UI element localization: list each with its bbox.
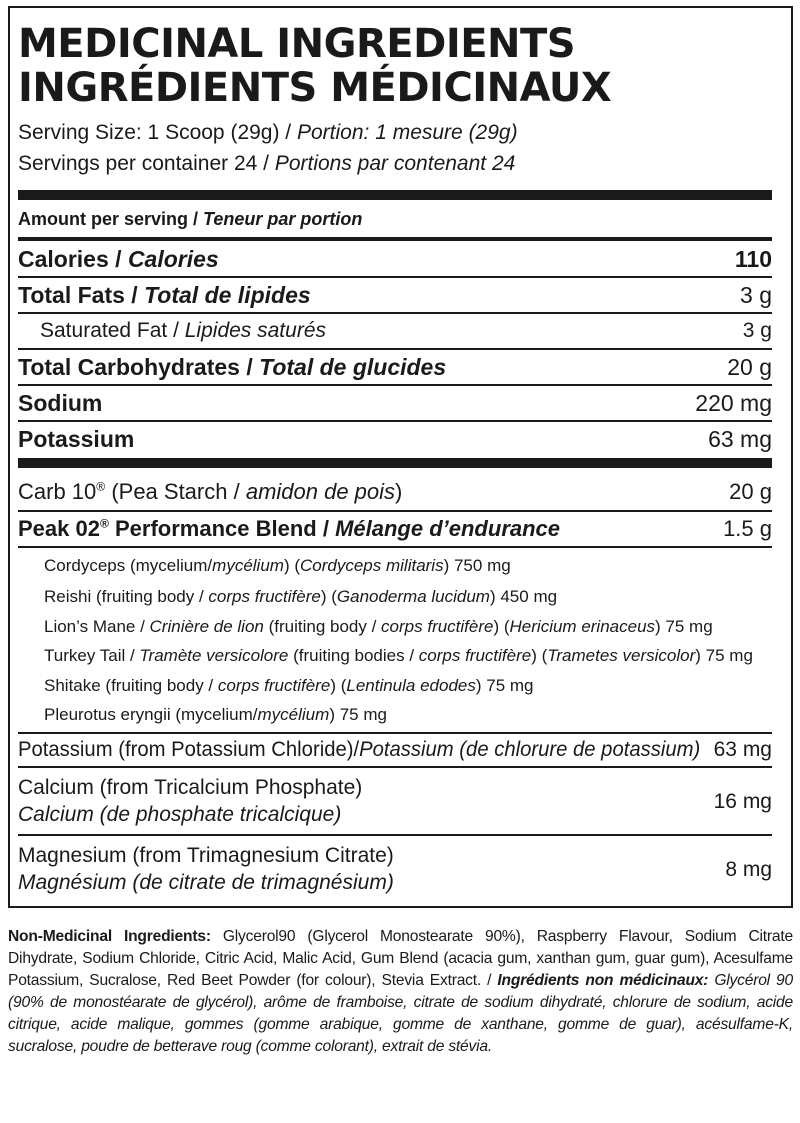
sodium-value: 220 mg bbox=[695, 389, 772, 416]
potassium-chloride-value: 63 mg bbox=[713, 738, 772, 761]
carb10-name: Carb 10 bbox=[18, 479, 97, 504]
calcium-value: 16 mg bbox=[713, 789, 772, 813]
servings-per-container-fr: Portions par contenant 24 bbox=[274, 152, 516, 175]
blend-item-reishi: Reishi (fruiting body / corps fructifère) (Ganoderma lucidum) 450 mg bbox=[44, 587, 558, 606]
title-english: MEDICINAL INGREDIENTS bbox=[18, 21, 576, 67]
title-french: INGRÉDIENTS MÉDICINAUX bbox=[18, 65, 612, 111]
peak-blend-label-fr: Mélange d’endurance bbox=[335, 516, 561, 541]
peak-blend-value: 1.5 g bbox=[723, 516, 772, 541]
servings-per-container bbox=[18, 151, 778, 177]
row-magnesium bbox=[18, 838, 772, 900]
calories-label-en: Calories / bbox=[18, 245, 128, 272]
blend-item-lions-mane: Lion’s Mane / Crinière de lion (fruiting body / corps fructifère) (Hericium erinaceus) 75 mg bbox=[44, 617, 713, 636]
potassium-label: Potassium bbox=[18, 425, 135, 452]
medium-divider bbox=[18, 237, 772, 241]
total-fats-label-fr: Total de lipides bbox=[144, 281, 311, 308]
nutrient-row-potassium bbox=[18, 422, 772, 456]
non-medicinal-ingredients bbox=[8, 926, 793, 1058]
blend-item-turkey-tail: Turkey Tail / Tramète versicolore (fruiting bodies / corps fructifère) (Trametes versicolor) 75 mg bbox=[44, 646, 753, 665]
blend-item-cordyceps: Cordyceps (mycelium/mycélium) (Cordyceps militaris) 750 mg bbox=[44, 556, 511, 575]
row-divider bbox=[18, 834, 772, 836]
potassium-value: 63 mg bbox=[708, 425, 772, 452]
total-carbohydrates-label-fr: Total de glucides bbox=[259, 353, 447, 380]
saturated-fat-value: 3 g bbox=[742, 319, 772, 342]
thick-divider bbox=[18, 190, 772, 200]
nutrient-row-calories bbox=[18, 242, 772, 276]
total-fats-value: 3 g bbox=[740, 281, 772, 308]
total-fats-label-en: Total Fats / bbox=[18, 281, 145, 308]
nutrient-row-total-fats bbox=[18, 278, 772, 312]
nutrient-row-total-carbohydrates bbox=[18, 350, 772, 384]
calcium-label-fr: Calcium (de phosphate tricalcique) bbox=[18, 803, 342, 826]
calories-label-fr: Calories bbox=[127, 245, 219, 272]
carb10-label-en: (Pea Starch / bbox=[105, 479, 246, 504]
row-calcium bbox=[18, 770, 772, 832]
calories-value: 110 bbox=[734, 245, 772, 272]
amount-header-fr: Teneur par portion bbox=[203, 208, 363, 229]
row-peak-performance-blend bbox=[18, 512, 772, 546]
total-carbohydrates-value: 20 g bbox=[727, 353, 772, 380]
peak-blend-name: Peak 02 bbox=[18, 516, 100, 541]
carb10-close-paren: ) bbox=[395, 479, 403, 504]
thick-divider bbox=[18, 458, 772, 468]
amount-header-en: Amount per serving / bbox=[18, 208, 204, 229]
non-medicinal-colon: : bbox=[205, 928, 223, 945]
sodium-label: Sodium bbox=[18, 389, 103, 416]
carb10-label-fr: amidon de pois bbox=[245, 479, 396, 504]
saturated-fat-label-en: Saturated Fat / bbox=[40, 319, 185, 342]
total-carbohydrates-label-en: Total Carbohydrates / bbox=[18, 353, 260, 380]
non-medicinal-label-fr: Ingrédients non médicinaux: bbox=[497, 972, 709, 989]
saturated-fat-label-fr: Lipides saturés bbox=[184, 319, 326, 342]
potassium-chloride-label-en: Potassium (from Potassium Chloride)/ bbox=[18, 738, 360, 761]
serving-size-en: Serving Size: 1 Scoop (29g) / bbox=[18, 121, 297, 144]
blend-item-shitake: Shitake (fruiting body / corps fructifère) (Lentinula edodes) 75 mg bbox=[44, 676, 534, 695]
servings-per-container-en: Servings per container 24 / bbox=[18, 152, 275, 175]
magnesium-label-fr: Magnésium (de citrate de trimagnésium) bbox=[18, 871, 394, 894]
row-divider bbox=[18, 766, 772, 768]
non-medicinal-text-en: Glycerol90 (Glycerol Monostearate 90%), Raspberry Flavour, Sodium Citrate Dihydrate, Sodium Chloride, Citric Acid, Malic Acid, Gum Blend (acacia gum, xanthan gum, guar gum), Acesulfame Potassium, Sucralose, Red Beet Powder (for colour), Stevia Extract. / bbox=[8, 928, 793, 989]
magnesium-label-en: Magnesium (from Trimagnesium Citrate) bbox=[18, 844, 394, 867]
blend-item-pleurotus: Pleurotus eryngii (mycelium/mycélium) 75 mg bbox=[44, 705, 387, 724]
non-medicinal-text-fr: Glycérol 90 (90% de monostéarate de glycérol), arôme de framboise, citrate de sodium dihydraté, chlorure de sodium, acide citrique, acide malique, gommes (gomme arabique, gomme de xanthane, gomme de guar), acésulfame-K, sucralose, poudre de betterave roug (comme colorant), extrait de stévia. bbox=[8, 972, 794, 1055]
peak-blend-label-en: Performance Blend / bbox=[108, 516, 336, 541]
registered-mark: ® bbox=[99, 516, 109, 531]
magnesium-value: 8 mg bbox=[725, 857, 772, 881]
serving-size bbox=[18, 120, 778, 146]
calcium-label-en: Calcium (from Tricalcium Phosphate) bbox=[18, 776, 363, 799]
potassium-chloride-label-fr: Potassium (de chlorure de potassium) bbox=[359, 738, 701, 761]
row-potassium-chloride bbox=[18, 734, 772, 766]
carb10-value: 20 g bbox=[729, 479, 772, 504]
nutrient-row-saturated-fat bbox=[18, 314, 772, 348]
row-divider bbox=[18, 546, 772, 548]
row-carb10 bbox=[18, 474, 772, 510]
amount-per-serving-header bbox=[18, 206, 772, 232]
non-medicinal-label-en: Non-Medicinal Ingredients bbox=[8, 928, 206, 945]
serving-size-fr: Portion: 1 mesure (29g) bbox=[296, 121, 518, 144]
registered-mark: ® bbox=[96, 479, 106, 494]
nutrient-row-sodium bbox=[18, 386, 772, 420]
